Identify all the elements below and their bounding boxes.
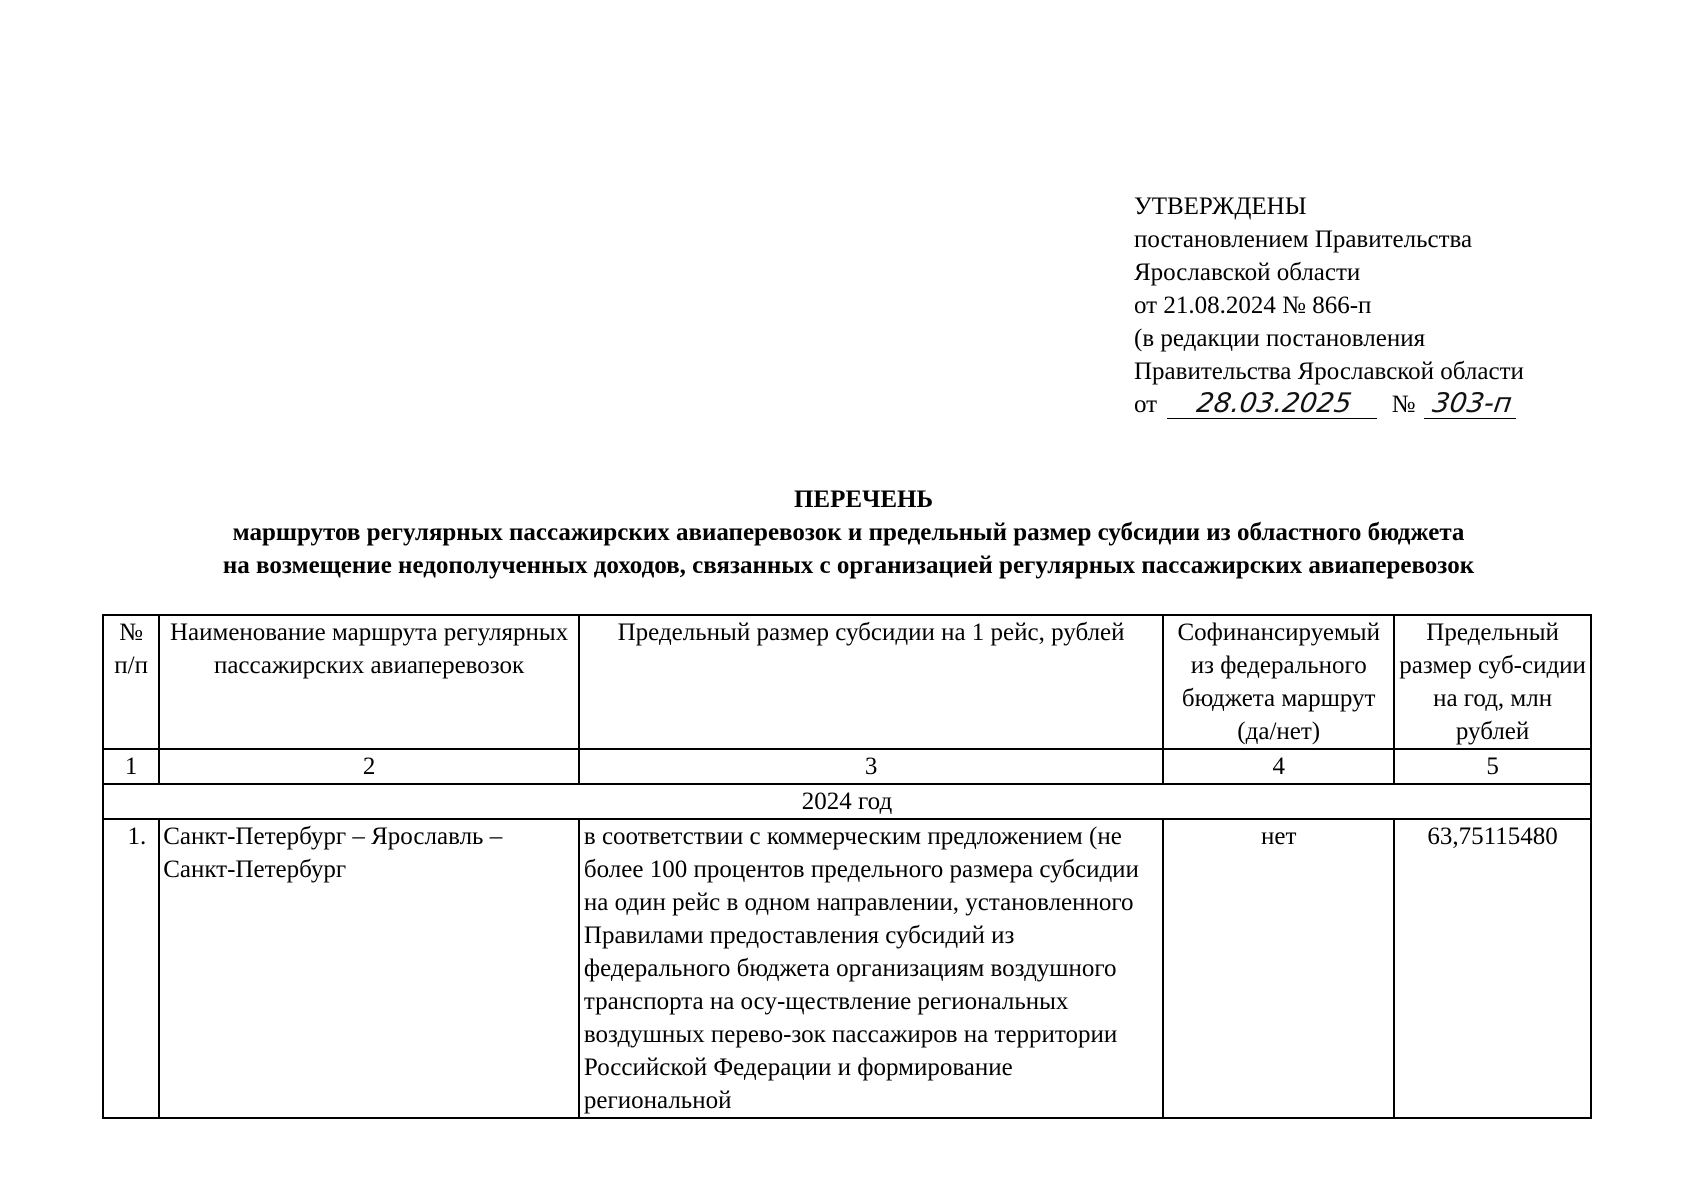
column-number: 1: [103, 749, 159, 784]
header-cell: № п/п: [103, 615, 159, 749]
amend-prefix: от: [1134, 391, 1158, 418]
section-title: 2024 год: [103, 784, 1591, 819]
approval-line: постановлением Правительства: [1134, 226, 1473, 253]
amend-no-label: №: [1391, 391, 1416, 418]
column-number: 2: [159, 749, 579, 784]
approval-line: УТВЕРЖДЕНЫ: [1134, 193, 1307, 220]
route-name: Санкт-Петербург – Ярославль – Санкт-Петербург: [159, 819, 579, 1118]
title-line-2: на возмещение недополученных доходов, связанных с организацией регулярных пассажирских авиаперевозок: [222, 552, 1475, 579]
routes-table: [102, 614, 1592, 1119]
cofinanced-flag: нет: [1163, 819, 1394, 1118]
column-number: 4: [1163, 749, 1394, 784]
subsidy-per-flight: в соответствии с коммерческим предложением (не более 100 процентов предельного размера субсидии на один рейс в одном направлении, установленного Правилами предоставления субсидий из федерального бюджета организациям воздушного транспорта на осу-ществление региональных воздушных перево-зок пассажиров на территории Российской Федерации и формирование региональной: [579, 819, 1163, 1118]
header-cell: Предельный размер субсидии на 1 рейс, рублей: [579, 615, 1163, 749]
row-number: 1.: [103, 819, 159, 1118]
document-title: [0, 483, 1697, 582]
column-number: 3: [579, 749, 1163, 784]
approval-line: Ярославской области: [1134, 259, 1361, 286]
title-heading: ПЕРЕЧЕНЬ: [793, 486, 934, 513]
table-row: [103, 819, 1591, 1118]
handwritten-number: 303-п: [1424, 390, 1520, 419]
header-cell: Софинансируемый из федерального бюджета маршрут (да/нет): [1163, 615, 1394, 749]
column-number-row: [103, 749, 1591, 784]
section-row: [103, 784, 1591, 819]
header-cell: Наименование маршрута регулярных пассажирских авиаперевозок: [159, 615, 579, 749]
column-number: 5: [1394, 749, 1591, 784]
approval-line: от 21.08.2024 № 866-п: [1134, 292, 1372, 319]
header-cell: Предельный размер суб-сидии на год, млн рублей: [1394, 615, 1591, 749]
approval-block: [1134, 190, 1524, 421]
approval-line: Правительства Ярославской области: [1134, 358, 1524, 385]
handwritten-date: 28.03.2025: [1167, 390, 1381, 419]
title-line-1: маршрутов регулярных пассажирских авиаперевозок и предельный размер субсидии из областного бюджета: [232, 519, 1465, 546]
annual-subsidy: 63,75115480: [1394, 819, 1591, 1118]
header-row: [103, 615, 1591, 749]
approval-line: (в редакции постановления: [1134, 325, 1426, 352]
amendment-line: [1134, 388, 1524, 421]
